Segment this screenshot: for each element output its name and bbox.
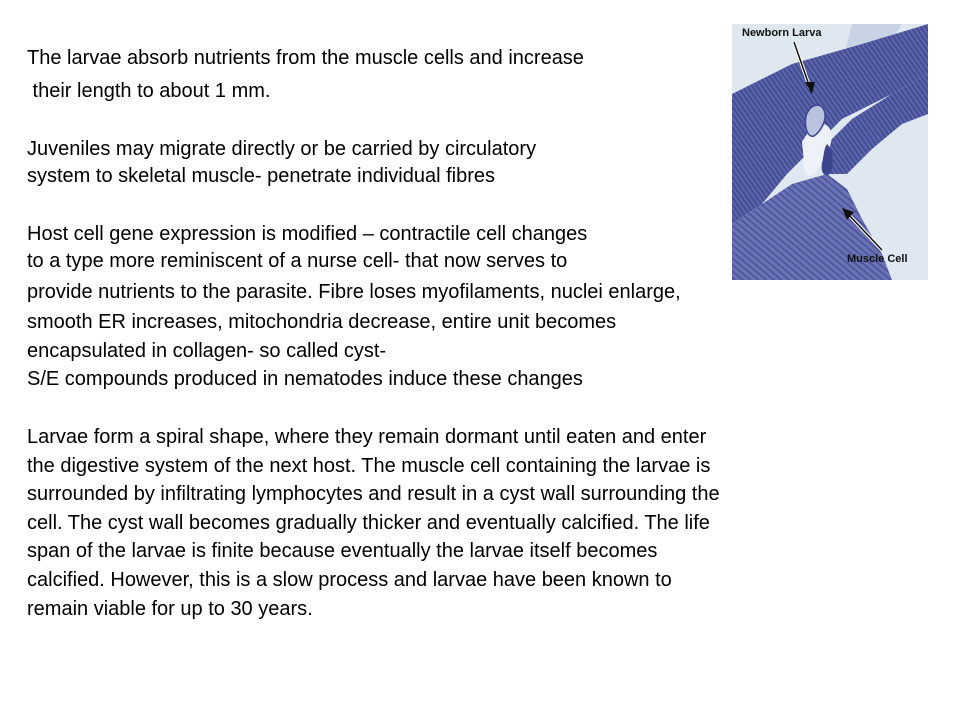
body-text-line: system to skeletal muscle- penetrate individual fibres	[27, 165, 495, 187]
newborn-larva-label: Newborn Larva	[742, 27, 822, 39]
micrograph-figure	[732, 24, 928, 280]
body-text-line: remain viable for up to 30 years.	[27, 598, 313, 620]
body-text-line: to a type more reminiscent of a nurse cell- that now serves to	[27, 250, 568, 272]
body-text-line: provide nutrients to the parasite. Fibre loses myofilaments, nuclei enlarge,	[27, 281, 681, 303]
body-text-line: Larvae form a spiral shape, where they remain dormant until eaten and enter	[27, 426, 707, 448]
body-text-line: cell. The cyst wall becomes gradually thicker and eventually calcified. The life	[27, 512, 710, 534]
body-text-line: The larvae absorb nutrients from the muscle cells and increase	[27, 47, 584, 69]
body-text-line: calcified. However, this is a slow process and larvae have been known to	[27, 569, 672, 591]
muscle-cell-label: Muscle Cell	[847, 253, 908, 265]
body-text-line: surrounded by infiltrating lymphocytes and result in a cyst wall surrounding the	[27, 483, 720, 505]
body-text-line: S/E compounds produced in nematodes induce these changes	[27, 368, 583, 390]
body-text-line: span of the larvae is finite because eventually the larvae itself becomes	[27, 540, 658, 562]
body-text-line: encapsulated in collagen- so called cyst-	[27, 340, 387, 362]
body-text-line: Host cell gene expression is modified – contractile cell changes	[27, 223, 588, 245]
micrograph-image	[732, 24, 928, 280]
body-text-line: smooth ER increases, mitochondria decrease, entire unit becomes	[27, 311, 617, 333]
body-text-line: the digestive system of the next host. The muscle cell containing the larvae is	[27, 455, 711, 477]
body-text-line: Juveniles may migrate directly or be carried by circulatory	[27, 138, 537, 160]
body-text-line: their length to about 1 mm.	[27, 80, 271, 102]
